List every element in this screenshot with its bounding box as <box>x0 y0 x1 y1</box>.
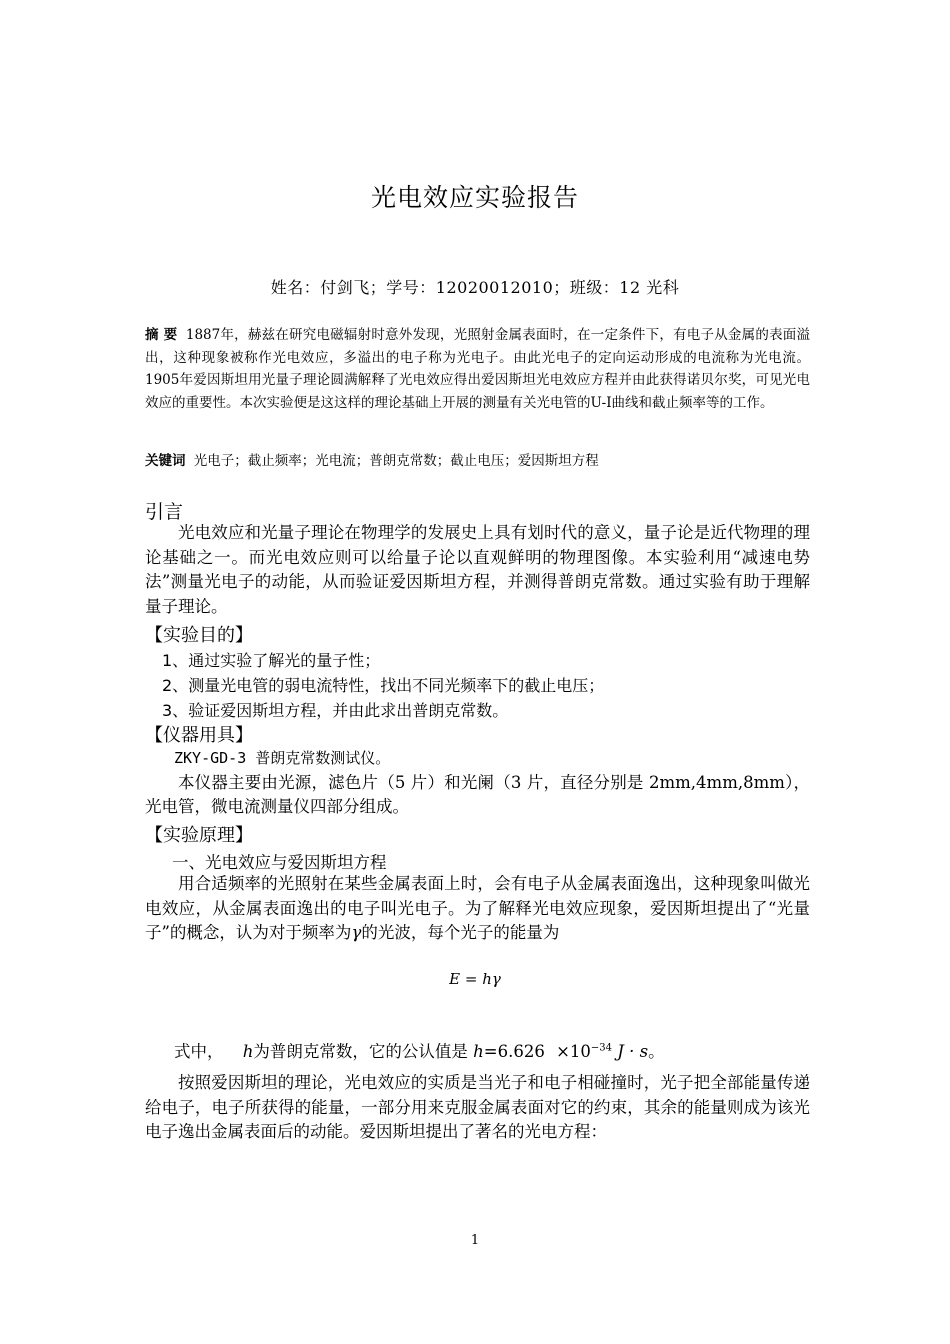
abstract-text: 1887年，赫兹在研究电磁辐射时意外发现，光照射金属表面时，在一定条件下，有电子从金属的表面溢出，这种现象被称作光电效应，多溢出的电子称为光电子。由此光电子的定向运动形成的电流称为光电流。1905年爱因斯坦用光量子理论圆满解释了光电效应得出爱因斯坦光电效应方程并由此获得诺贝尔奖，可见光电效应的重要性。本次实验便是这这样的理论基础上开展的测量有关光电管的U-I曲线和截止频率等的工作。 <box>145 327 811 411</box>
principle-subheading: 一、光电效应与爱因斯坦方程 <box>172 853 387 872</box>
abstract-label: 摘 要 <box>145 327 178 343</box>
page-number: 1 <box>470 1233 480 1248</box>
purpose-item-text: 测量光电管的弱电流特性，找出不同光频率下的截止电压； <box>188 676 605 695</box>
page-title: 光电效应实验报告 <box>370 183 579 212</box>
planck-value: =6.626 <box>483 1042 545 1061</box>
h-symbol-2: h <box>473 1042 484 1061</box>
note-end: 。 <box>648 1042 665 1061</box>
exponent: −34 <box>590 1042 613 1054</box>
apparatus-model: ZKY-GD-3 普朗克常数测试仪。 <box>174 749 391 767</box>
principle-paragraph-1 <box>145 872 810 946</box>
abstract <box>145 324 810 414</box>
gamma-symbol: γ <box>351 923 362 942</box>
energy-formula: E = hγ <box>449 970 501 988</box>
principle-paragraph-1-text-b: 的光波，每个光子的能量为 <box>361 923 560 942</box>
h-symbol: h <box>242 1042 254 1061</box>
principle-heading: 【实验原理】 <box>145 825 253 846</box>
purpose-heading: 【实验目的】 <box>145 625 253 646</box>
principle-paragraph-2: 按照爱因斯坦的理论，光电效应的实质是当光子和电子相碰撞时，光子把全部能量传递给电子，电子所获得的能量，一部分用来克服金属表面对它的约束，其余的能量则成为该光电子逸出金属表面后的动能。爱因斯坦提出了著名的光电方程： <box>145 1073 810 1141</box>
note-middle: 为普朗克常数，它的公认值是 <box>253 1042 468 1061</box>
purpose-item-1 <box>162 648 380 671</box>
purpose-item-number: 1、 <box>162 651 189 670</box>
purpose-item-text: 验证爱因斯坦方程，并由此求出普朗克常数。 <box>188 701 509 720</box>
principle-paragraph-1-text-a: 用合适频率的光照射在某些金属表面上时，会有电子从金属表面逸出，这种现象叫做光电效应，从金属表面逸出的电子叫光电子。为了解释光电效应现象，爱因斯坦提出了“光量子”的概念，认为对于频率为 <box>145 874 810 942</box>
keywords <box>145 450 810 472</box>
keywords-text: 光电子；截止频率；光电流；普朗克常数；截止电压；爱因斯坦方程 <box>193 453 599 469</box>
note-prefix: 式中， <box>174 1042 224 1061</box>
power-of-ten <box>556 1042 612 1061</box>
intro-paragraph: 光电效应和光量子理论在物理学的发展史上具有划时代的意义，量子论是近代物理的理论基础之一。而光电效应则可以给量子论以直观鲜明的物理图像。本实验利用“减速电势法”测量光电子的动能，从而验证爱因斯坦方程，并测得普朗克常数。通过实验有助于理解量子理论。 <box>145 523 810 616</box>
purpose-item-number: 2、 <box>162 676 189 695</box>
author-line: 姓名：付剑飞；学号：12020012010；班级：12 光科 <box>270 278 680 297</box>
apparatus-heading: 【仪器用具】 <box>145 725 253 746</box>
unit: J · s <box>617 1042 649 1061</box>
purpose-item-text: 通过实验了解光的量子性； <box>188 651 381 670</box>
purpose-item-3 <box>162 698 508 721</box>
purpose-item-2 <box>162 673 604 696</box>
planck-constant-note <box>174 1038 839 1062</box>
purpose-item-number: 3、 <box>162 701 189 720</box>
apparatus-description: 本仪器主要由光源，滤色片（5 片）和光阑（3 片，直径分别是 2mm,4mm,8mm），光电管，微电流测量仪四部分组成。 <box>145 773 810 816</box>
intro-heading: 引言 <box>145 501 184 523</box>
keywords-label: 关键词 <box>145 453 186 469</box>
times-ten: ×10 <box>556 1042 591 1061</box>
